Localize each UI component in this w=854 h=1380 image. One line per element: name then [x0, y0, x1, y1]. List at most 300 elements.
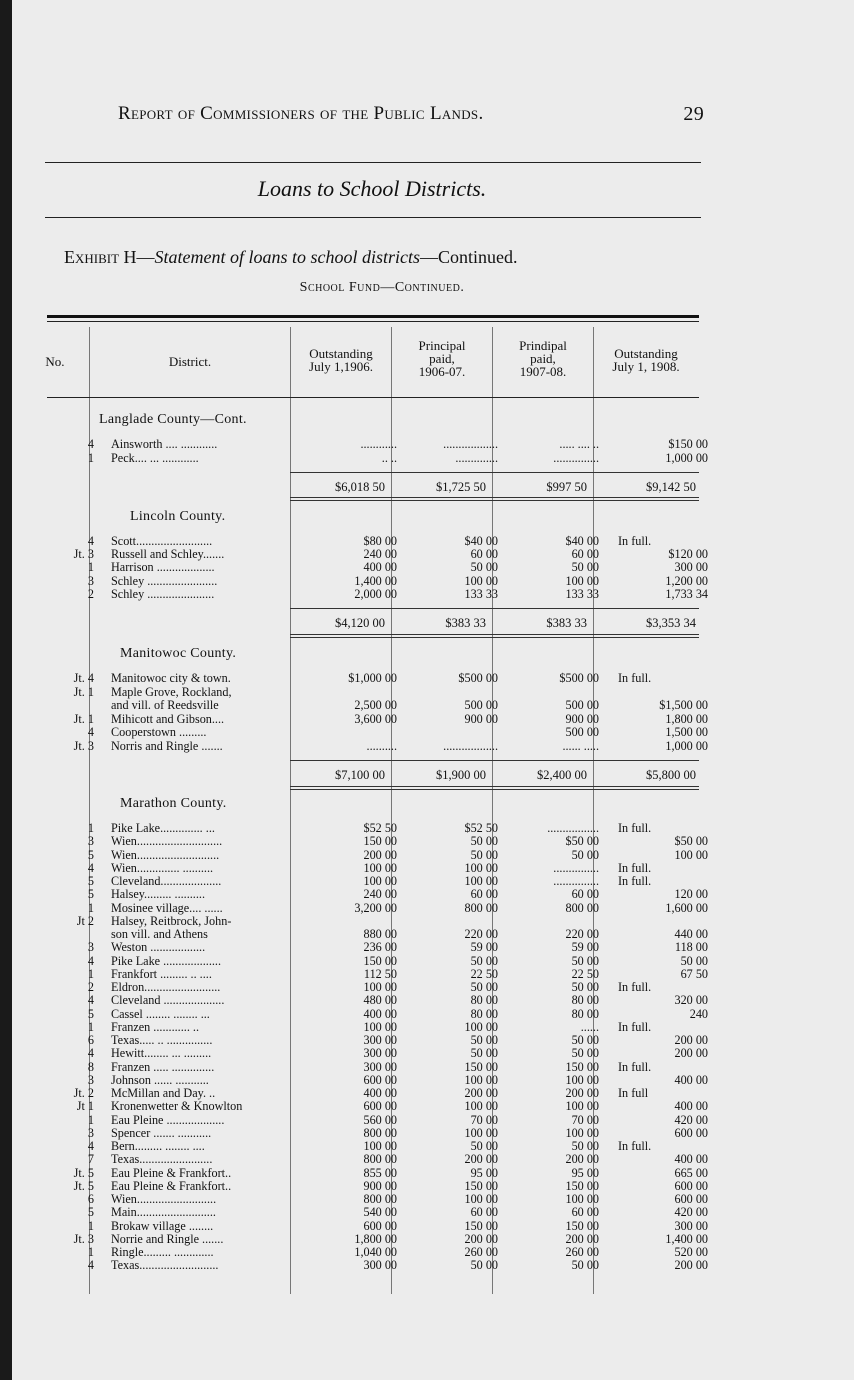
cell-no: 4: [87, 437, 94, 451]
subtotal-rule: [290, 497, 699, 498]
cell-b: 100 00: [464, 1099, 498, 1114]
cell-district: Wien............................: [111, 835, 223, 849]
cell-b: 80 00: [470, 993, 498, 1008]
cell-c: 800 00: [565, 900, 599, 915]
cell-c: 50 00: [571, 1033, 599, 1047]
cell-a: 100 00: [363, 1019, 397, 1034]
table-row: [12, 1114, 712, 1127]
cell-b: 200 00: [464, 1231, 498, 1246]
cell-district: Cleveland ....................: [111, 994, 225, 1008]
cell-c: 80 00: [571, 993, 599, 1008]
cell-b: 50 00: [470, 847, 498, 862]
subtotal-rule: [290, 608, 699, 609]
page-number: 29: [683, 103, 704, 125]
cell-c: 59 00: [571, 940, 599, 955]
cell-district: Norrie and Ringle .......: [111, 1232, 224, 1246]
col-header-no: No.: [45, 354, 65, 369]
table-row: [12, 875, 712, 888]
cell-a: 800 00: [363, 1125, 397, 1140]
cell-no: Jt. 5: [73, 1165, 94, 1180]
cell-no: 4: [87, 953, 94, 968]
cell-b: 95 00: [470, 1165, 498, 1180]
cell-no: 1: [87, 1245, 94, 1259]
cell-district: Pike Lake ...................: [111, 954, 222, 968]
cell-a: 300 00: [363, 1046, 397, 1061]
cell-a: 2,000 00: [354, 586, 397, 601]
cell-d: In full.: [618, 534, 652, 548]
cell-a: 3,600 00: [354, 711, 397, 726]
cell-b: 60 00: [470, 547, 498, 562]
cell-no: 1: [87, 560, 94, 575]
cell-district: Johnson ...... ...........: [111, 1073, 209, 1087]
cell-a: 100 00: [363, 860, 397, 875]
cell-a: 880 00: [363, 927, 397, 941]
cell-c: 200 00: [565, 1152, 599, 1167]
cell-c: 100 00: [565, 573, 599, 588]
cell-no: 4: [87, 1139, 94, 1153]
cell-district: Hewitt........ ... .........: [111, 1047, 212, 1061]
cell-no: 3: [87, 573, 94, 588]
cell-b: 100 00: [464, 1019, 498, 1034]
cell-c: 200 00: [565, 1086, 599, 1100]
cell-district: Harrison ...................: [111, 561, 215, 575]
cell-d: 400 00: [674, 1099, 708, 1114]
cell-district: Texas..... .. ...............: [111, 1034, 213, 1047]
cell-no: 4: [87, 860, 94, 875]
table-row: [12, 1061, 712, 1074]
subtotal-rule: [290, 472, 699, 473]
cell-a: 300 00: [363, 1258, 397, 1273]
cell-b: 260 00: [464, 1245, 498, 1259]
cell-d: 1,500 00: [665, 725, 708, 739]
cell-c: 70 00: [571, 1112, 599, 1127]
exhibit-label: Exhibit H—: [64, 247, 155, 267]
cell-d: 118 00: [674, 940, 708, 955]
cell-c: 80 00: [571, 1006, 599, 1021]
cell-district: Main..........................: [111, 1206, 216, 1220]
table-row: [12, 822, 712, 835]
cell-a: 900 00: [363, 1178, 397, 1193]
cell-no: 3: [87, 1072, 94, 1087]
subtotal-rule: [290, 637, 699, 638]
cell-no: 1: [87, 1218, 94, 1233]
table-row: [12, 740, 712, 753]
cell-d: $120 00: [668, 547, 708, 562]
cell-district: Schley ......................: [111, 587, 215, 601]
cell-c: 95 00: [571, 1165, 599, 1180]
cell-c: 260 00: [565, 1245, 599, 1259]
cell-district: Cassel ........ ........ ...: [111, 1007, 210, 1021]
cell-no: 4: [87, 993, 94, 1008]
manitowoc-totals: $7,100 00 $1,900 00 $2,400 00 $5,800 00: [335, 768, 696, 782]
cell-d: 100 00: [674, 847, 708, 862]
cell-c: $500 00: [559, 671, 599, 685]
table-row: [12, 1100, 712, 1113]
cell-district: Manitowoc city & town.: [111, 672, 231, 685]
county-heading-langlade: Langlade County—Cont.: [99, 412, 247, 427]
cell-d: In full.: [618, 1059, 652, 1074]
cell-a: 560 00: [363, 1112, 397, 1127]
cell-district: Kronenwetter & Knowlton: [111, 1100, 243, 1114]
cell-d: 200 00: [674, 1258, 708, 1273]
table-row: [12, 1180, 712, 1193]
table-row: [12, 726, 712, 739]
table-row: [12, 1087, 712, 1100]
cell-no: 6: [87, 1192, 94, 1206]
cell-b: $52 50: [464, 821, 498, 835]
cell-c: $40 00: [565, 534, 599, 548]
cell-a: 480 00: [363, 993, 397, 1008]
cell-c: ......: [580, 1019, 599, 1034]
cell-d: In full.: [618, 874, 652, 888]
cell-no: 4: [87, 534, 94, 548]
cell-c: ...............: [553, 860, 599, 875]
table-row: [12, 699, 712, 712]
cell-no: 1: [87, 821, 94, 835]
cell-a: 3,200 00: [354, 900, 397, 915]
cell-d: In full.: [618, 980, 652, 994]
table-row: [12, 1246, 712, 1259]
cell-district: Ainsworth .... ............: [111, 438, 218, 451]
cell-c: 50 00: [571, 1046, 599, 1061]
cell-c: 60 00: [571, 1205, 599, 1220]
cell-b: 100 00: [464, 1072, 498, 1087]
cell-d: In full.: [618, 671, 652, 685]
cell-no: Jt. 3: [73, 1231, 94, 1246]
cell-c: 900 00: [565, 711, 599, 726]
cell-d: 600 00: [674, 1192, 708, 1206]
cell-d: 240: [689, 1006, 708, 1021]
subtotal-rule: [290, 634, 699, 635]
cell-b: 50 00: [470, 980, 498, 994]
table-row: [12, 902, 712, 915]
subtotal-rule: [290, 786, 699, 787]
cell-b: 220 00: [464, 927, 498, 941]
cell-district: Spencer ....... ...........: [111, 1126, 212, 1140]
cell-no: 7: [87, 1152, 94, 1167]
cell-a: 112 50: [363, 966, 397, 981]
cell-c: 22 50: [571, 966, 599, 981]
cell-b: 50 00: [470, 1258, 498, 1273]
cell-d: 420 00: [674, 1112, 708, 1127]
cell-c: 50 00: [571, 1139, 599, 1153]
cell-no: 1: [87, 966, 94, 981]
cell-c: 50 00: [571, 847, 599, 862]
cell-district: Eldron.........................: [111, 981, 221, 994]
cell-c: 50 00: [571, 953, 599, 968]
cell-c: $50 00: [565, 834, 599, 849]
cell-c: 220 00: [565, 927, 599, 941]
table-row: [12, 1193, 712, 1206]
cell-b: 150 00: [464, 1218, 498, 1233]
cell-d: 1,000 00: [665, 738, 708, 753]
col-header-out1906: Outstanding July 1,1906.: [309, 346, 373, 374]
cell-no: 3: [87, 834, 94, 849]
cell-d: 420 00: [674, 1205, 708, 1220]
cell-d: 67 50: [680, 966, 708, 981]
cell-b: 80 00: [470, 1006, 498, 1021]
cell-no: 5: [87, 1205, 94, 1220]
cell-b: 50 00: [470, 1139, 498, 1153]
cell-c: 50 00: [571, 980, 599, 994]
col-header-out1908: Outstanding July 1, 1908.: [612, 346, 680, 374]
cell-a: .. ..: [381, 451, 397, 465]
subtotal-rule: [290, 760, 699, 761]
table-row: [12, 849, 712, 862]
report-title: Report of Commissioners of the Public Lands.: [118, 103, 484, 124]
cell-district: Pike Lake.............. ...: [111, 822, 215, 835]
col-header-district: District.: [168, 354, 212, 369]
cell-a: 800 00: [363, 1192, 397, 1206]
cell-district: Brokaw village ........: [111, 1219, 214, 1233]
cell-no: 1: [87, 900, 94, 915]
cell-b: 22 50: [470, 966, 498, 981]
cell-d: In full: [618, 1086, 649, 1100]
cell-b: 133 33: [464, 586, 498, 601]
cell-a: 600 00: [363, 1072, 397, 1087]
cell-c: 60 00: [571, 887, 599, 902]
cell-a: ..........: [366, 738, 397, 753]
cell-d: 1,200 00: [665, 573, 708, 588]
cell-no: 5: [87, 887, 94, 902]
cell-no: 5: [87, 847, 94, 862]
cell-b: 100 00: [464, 1125, 498, 1140]
cell-district: Wien.............. ..........: [111, 861, 214, 875]
table-row: [12, 588, 712, 601]
cell-no: Jt. 4: [73, 671, 94, 685]
cell-a: 100 00: [363, 980, 397, 994]
table-row: [12, 1233, 712, 1246]
cell-d: 1,000 00: [665, 451, 708, 465]
cell-c: 50 00: [571, 560, 599, 575]
cell-b: 100 00: [464, 860, 498, 875]
rule-bottom: [45, 217, 701, 218]
cell-b: 200 00: [464, 1152, 498, 1167]
scan-edge: [0, 0, 12, 1380]
exhibit-text: Statement of loans to school districts: [154, 247, 421, 267]
table-row: [12, 835, 712, 848]
cell-a: 2,500 00: [354, 698, 397, 712]
cell-district: Franzen ............ ..: [111, 1020, 200, 1034]
table-row: [12, 1167, 712, 1180]
table-row: [12, 1140, 712, 1153]
cell-a: 1,400 00: [354, 573, 397, 588]
table-row: [12, 941, 712, 954]
cell-a: 240 00: [363, 547, 397, 562]
cell-a: 200 00: [363, 847, 397, 862]
county-heading-lincoln: Lincoln County.: [130, 509, 226, 524]
cell-district: Cooperstown .........: [111, 726, 207, 739]
cell-d: 200 00: [674, 1046, 708, 1061]
cell-d: 665 00: [674, 1165, 708, 1180]
cell-district: Scott.........................: [111, 535, 213, 548]
cell-no: Jt. 5: [73, 1178, 94, 1193]
cell-district: Halsey......... ..........: [111, 888, 205, 902]
cell-b: 150 00: [464, 1178, 498, 1193]
cell-no: Jt. 3: [73, 547, 94, 562]
cell-district: Mihicott and Gibson....: [111, 712, 225, 726]
cell-district: McMillan and Day. ..: [111, 1087, 216, 1100]
cell-d: 1,733 34: [665, 586, 708, 601]
cell-no: 1: [87, 451, 94, 465]
cell-no: 3: [87, 1125, 94, 1140]
running-header: [118, 103, 704, 125]
cell-no: Jt 2: [76, 913, 94, 928]
cell-no: 1: [87, 1019, 94, 1034]
cell-no: 2: [87, 586, 94, 601]
cell-c: ...............: [553, 874, 599, 888]
cell-district: Peck.... ... ............: [111, 452, 199, 465]
cell-b: 50 00: [470, 1046, 498, 1061]
cell-no: 3: [87, 940, 94, 955]
cell-b: 50 00: [470, 1033, 498, 1047]
table-row: [12, 981, 712, 994]
table-row: [12, 713, 712, 726]
cell-c: .................: [547, 821, 599, 835]
cell-d: 300 00: [674, 1218, 708, 1233]
cell-no: 5: [87, 1006, 94, 1021]
table-row: [12, 994, 712, 1007]
cell-district: Weston ..................: [111, 941, 206, 955]
cell-d: In full.: [618, 1139, 652, 1153]
cell-district: Eau Pleine ...................: [111, 1113, 225, 1127]
cell-a: 600 00: [363, 1218, 397, 1233]
cell-b: $40 00: [464, 534, 498, 548]
cell-district: Cleveland....................: [111, 875, 222, 888]
cell-district: son vill. and Athens: [111, 928, 208, 941]
cell-b: 100 00: [464, 573, 498, 588]
cell-b: 100 00: [464, 1192, 498, 1206]
cell-a: 600 00: [363, 1099, 397, 1114]
table-row: [12, 862, 712, 875]
table-row: [12, 1074, 712, 1087]
cell-c: 100 00: [565, 1099, 599, 1114]
cell-a: 150 00: [363, 834, 397, 849]
cell-c: ..... .... ..: [559, 437, 599, 451]
cell-a: $80 00: [363, 534, 397, 548]
cell-d: 600 00: [674, 1178, 708, 1193]
cell-b: 60 00: [470, 1205, 498, 1220]
cell-d: 400 00: [674, 1072, 708, 1087]
cell-a: 800 00: [363, 1152, 397, 1167]
cell-c: 60 00: [571, 547, 599, 562]
cell-a: 540 00: [363, 1205, 397, 1220]
cell-district: Maple Grove, Rockland,: [111, 685, 232, 699]
table-row: [12, 1008, 712, 1021]
cell-a: 300 00: [363, 1059, 397, 1074]
cell-district: Schley .......................: [111, 574, 218, 588]
cell-c: 200 00: [565, 1231, 599, 1246]
table-row: [12, 548, 712, 561]
cell-d: In full.: [618, 821, 652, 835]
exhibit-heading: [64, 247, 704, 268]
cell-c: ...... .....: [562, 738, 599, 753]
cell-d: 50 00: [680, 953, 708, 968]
cell-b: $500 00: [458, 671, 498, 685]
cell-c: 150 00: [565, 1059, 599, 1074]
cell-d: In full.: [618, 860, 652, 875]
table-row: [12, 1206, 712, 1219]
cell-district: Wien..........................: [111, 1193, 217, 1206]
cell-d: 120 00: [674, 887, 708, 902]
cell-district: Russell and Schley.......: [111, 548, 225, 562]
cell-d: 300 00: [674, 560, 708, 575]
cell-a: 1,800 00: [354, 1231, 397, 1246]
cell-no: Jt. 3: [73, 738, 94, 753]
cell-c: 100 00: [565, 1125, 599, 1140]
cell-no: 8: [87, 1059, 94, 1074]
langlade-totals: $6,018 50 $1,725 50 $997 50 $9,142 50: [335, 480, 696, 494]
cell-a: 240 00: [363, 887, 397, 902]
cell-a: $1,000 00: [348, 671, 397, 685]
cell-district: Mosinee village.... ......: [111, 901, 223, 915]
table-row: [12, 561, 712, 574]
cell-d: 600 00: [674, 1125, 708, 1140]
cell-district: Norris and Ringle .......: [111, 739, 223, 753]
cell-c: 500 00: [565, 725, 599, 739]
cell-b: ..............: [455, 451, 498, 465]
table-row: [12, 1153, 712, 1166]
cell-c: ...............: [553, 451, 599, 465]
cell-no: 1: [87, 1112, 94, 1127]
cell-b: 100 00: [464, 874, 498, 888]
col-header-paid0607: Principal paid, 1906-07.: [418, 338, 466, 379]
table-row: [12, 672, 712, 685]
table-row: [12, 928, 712, 941]
table-row: [12, 452, 712, 465]
cell-d: $150 00: [668, 437, 708, 451]
fund-subtitle: School Fund—Continued.: [299, 280, 465, 295]
cell-c: 50 00: [571, 1258, 599, 1273]
cell-a: 855 00: [363, 1165, 397, 1180]
cell-c: 150 00: [565, 1218, 599, 1233]
table-row: [12, 535, 712, 548]
cell-b: 50 00: [470, 560, 498, 575]
cell-b: ..................: [443, 738, 498, 753]
cell-b: 59 00: [470, 940, 498, 955]
county-heading-manitowoc: Manitowoc County.: [120, 646, 237, 661]
table-row: [12, 1021, 712, 1034]
cell-b: 50 00: [470, 834, 498, 849]
table-row: [12, 1047, 712, 1060]
cell-d: 1,800 00: [665, 711, 708, 726]
cell-a: 150 00: [363, 953, 397, 968]
cell-district: and vill. of Reedsville: [111, 699, 219, 712]
cell-no: 5: [87, 874, 94, 888]
cell-no: Jt. 1: [73, 711, 94, 726]
cell-d: 200 00: [674, 1033, 708, 1047]
cell-b: 200 00: [464, 1086, 498, 1100]
cell-b: ..................: [443, 437, 498, 451]
cell-b: 900 00: [464, 711, 498, 726]
cell-a: 236 00: [363, 940, 397, 955]
table-row: [12, 1220, 712, 1233]
cell-c: 500 00: [565, 698, 599, 712]
table-row: [12, 955, 712, 968]
table-row: [12, 968, 712, 981]
subtotal-rule: [290, 500, 699, 501]
cell-district: Eau Pleine & Frankfort..: [111, 1179, 232, 1193]
cell-c: 150 00: [565, 1178, 599, 1193]
cell-b: 60 00: [470, 887, 498, 902]
cell-a: 100 00: [363, 1139, 397, 1153]
cell-a: $52 50: [363, 821, 397, 835]
section-title: Loans to School Districts.: [257, 176, 487, 201]
table-row: [12, 1034, 712, 1047]
table-row: [12, 888, 712, 901]
cell-a: 300 00: [363, 1033, 397, 1047]
cell-district: Texas..........................: [111, 1259, 219, 1273]
